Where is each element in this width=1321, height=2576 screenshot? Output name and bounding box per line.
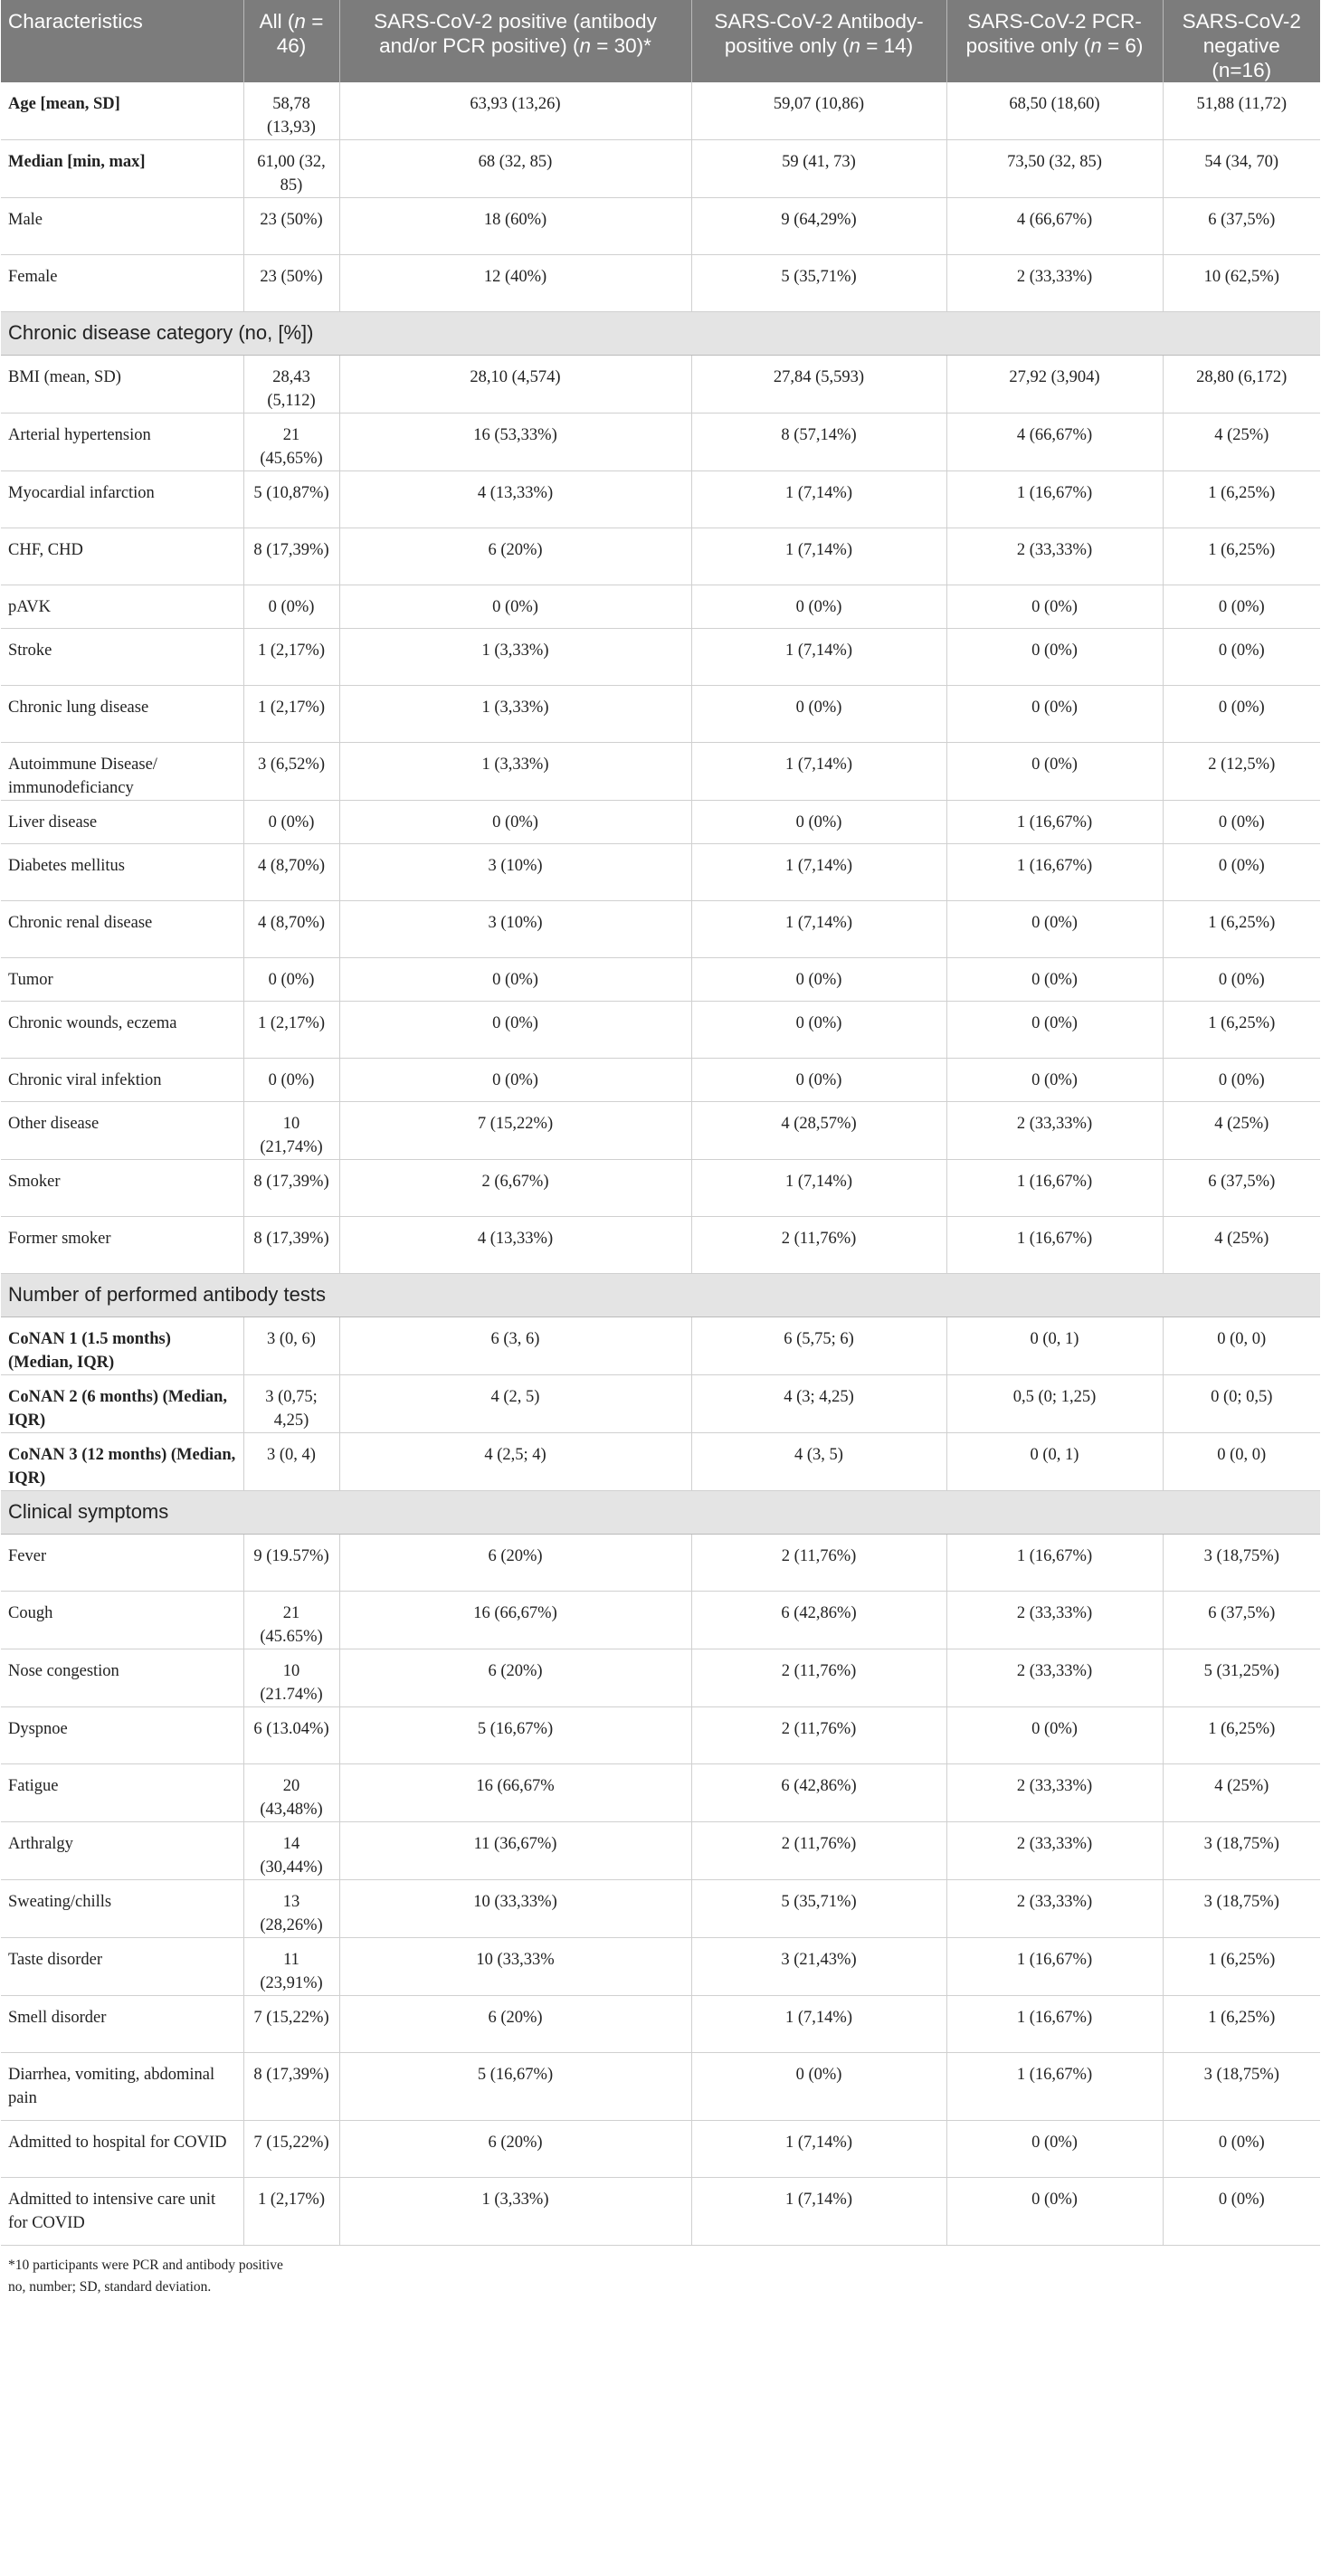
table-row <box>1 2053 1320 2121</box>
column-header-n: n <box>294 10 306 33</box>
table-cell: 0 (0%) <box>691 2053 946 2121</box>
table-cell: 28,80 (6,172) <box>1163 356 1320 413</box>
table-cell: 0 (0%) <box>691 1059 946 1102</box>
table-row <box>1 844 1320 901</box>
column-header-count: = 6) <box>1101 34 1144 57</box>
row-label: Autoimmune Disease/ immunodeficiancy <box>1 743 243 801</box>
table-cell: 1 (3,33%) <box>339 629 691 686</box>
row-label: Age [mean, SD] <box>1 82 243 140</box>
table-cell: 13 (28,26%) <box>243 1880 339 1938</box>
table-cell: 1 (16,67%) <box>946 844 1163 901</box>
table-cell: 0 (0%) <box>339 801 691 844</box>
footnote-1: *10 participants were PCR and antibody positive <box>8 2258 283 2273</box>
table-cell: 1 (3,33%) <box>339 686 691 743</box>
table-cell: 1 (6,25%) <box>1163 1996 1320 2053</box>
column-header-text: SARS-CoV-2 PCR-positive only <box>965 10 1142 57</box>
table-cell: 0 (0%) <box>243 801 339 844</box>
table-row <box>1 1375 1320 1433</box>
row-label: CoNAN 1 (1.5 months) (Median, IQR) <box>1 1317 243 1375</box>
table-cell: 0 (0%) <box>243 958 339 1002</box>
table-cell: 0 (0%) <box>1163 2178 1320 2246</box>
table-cell: 1 (7,14%) <box>691 629 946 686</box>
table-cell: 0 (0%) <box>1163 2121 1320 2178</box>
table-cell: 3 (0,75; 4,25) <box>243 1375 339 1433</box>
table-cell: 0 (0%) <box>946 2121 1163 2178</box>
table-cell: 4 (66,67%) <box>946 413 1163 471</box>
table-cell: 0 (0%) <box>946 743 1163 801</box>
column-header-1: All (n = 46) <box>243 0 339 82</box>
table-row <box>1 1592 1320 1649</box>
table-cell: 8 (17,39%) <box>243 1160 339 1217</box>
row-label: Arthralgy <box>1 1822 243 1880</box>
table-cell: 1 (3,33%) <box>339 2178 691 2246</box>
table-cell: 1 (7,14%) <box>691 844 946 901</box>
table-cell: 2 (11,76%) <box>691 1822 946 1880</box>
row-label: Median [min, max] <box>1 140 243 198</box>
table-cell: 5 (16,67%) <box>339 2053 691 2121</box>
table-cell: 0 (0%) <box>691 958 946 1002</box>
table-footer <box>1 2246 1320 2308</box>
table-row <box>1 198 1320 255</box>
table-cell: 1 (2,17%) <box>243 2178 339 2246</box>
table-row <box>1 1649 1320 1707</box>
table-cell: 63,93 (13,26) <box>339 82 691 140</box>
table-cell: 68 (32, 85) <box>339 140 691 198</box>
column-header-text: SARS-CoV-2 positive (antibody and/or PCR positive) <box>374 10 657 57</box>
table-cell: 12 (40%) <box>339 255 691 312</box>
table-cell: 51,88 (11,72) <box>1163 82 1320 140</box>
table-cell: 20 (43,48%) <box>243 1764 339 1822</box>
table-cell: 0 (0%) <box>946 1707 1163 1764</box>
row-label: Sweating/chills <box>1 1880 243 1938</box>
table-cell: 1 (16,67%) <box>946 1535 1163 1592</box>
table-cell: 16 (66,67% <box>339 1764 691 1822</box>
table-cell: 1 (7,14%) <box>691 2121 946 2178</box>
table-cell: 58,78 (13,93) <box>243 82 339 140</box>
table-row <box>1 1160 1320 1217</box>
table-cell: 2 (33,33%) <box>946 1102 1163 1160</box>
table-cell: 2 (11,76%) <box>691 1707 946 1764</box>
table-cell: 0 (0%) <box>946 686 1163 743</box>
table-cell: 7 (15,22%) <box>243 2121 339 2178</box>
table-cell: 4 (8,70%) <box>243 844 339 901</box>
table-header <box>1 0 1320 82</box>
table-cell: 2 (33,33%) <box>946 528 1163 585</box>
table-row <box>1 1317 1320 1375</box>
table-cell: 0 (0%) <box>946 958 1163 1002</box>
table-cell: 0 (0%) <box>946 901 1163 958</box>
table-cell: 1 (7,14%) <box>691 743 946 801</box>
table-cell: 4 (66,67%) <box>946 198 1163 255</box>
table-cell: 0 (0%) <box>243 1059 339 1102</box>
table-cell: 1 (2,17%) <box>243 629 339 686</box>
table-cell: 3 (0, 4) <box>243 1433 339 1491</box>
table-cell: 4 (8,70%) <box>243 901 339 958</box>
table-cell: 7 (15,22%) <box>339 1102 691 1160</box>
table-cell: 1 (16,67%) <box>946 1938 1163 1996</box>
table-row <box>1 1217 1320 1274</box>
table-cell: 6 (5,75; 6) <box>691 1317 946 1375</box>
table-cell: 9 (19.57%) <box>243 1535 339 1592</box>
section-title: Clinical symptoms <box>1 1491 1320 1535</box>
table-cell: 0 (0%) <box>1163 844 1320 901</box>
column-header-count: = 14) <box>860 34 914 57</box>
table-cell: 0 (0%) <box>1163 629 1320 686</box>
table-cell: 0 (0%) <box>339 585 691 629</box>
table-row <box>1 1938 1320 1996</box>
column-header-n: n <box>849 34 860 57</box>
table-row <box>1 1707 1320 1764</box>
table-cell: 0 (0%) <box>339 1059 691 1102</box>
table-cell: 1 (6,25%) <box>1163 471 1320 528</box>
section-row <box>1 312 1320 356</box>
table-cell: 1 (16,67%) <box>946 471 1163 528</box>
table-cell: 0 (0%) <box>946 629 1163 686</box>
table-cell: 2 (33,33%) <box>946 255 1163 312</box>
table-cell: 0 (0%) <box>691 585 946 629</box>
column-header-text: SARS-CoV-2 Antibody-positive only <box>714 10 924 57</box>
table-cell: 0 (0%) <box>691 1002 946 1059</box>
table-cell: 0 (0, 0) <box>1163 1433 1320 1491</box>
table-cell: 0 (0, 0) <box>1163 1317 1320 1375</box>
table-cell: 0 (0%) <box>1163 686 1320 743</box>
table-cell: 4 (25%) <box>1163 1764 1320 1822</box>
table-row <box>1 958 1320 1002</box>
table-cell: 27,92 (3,904) <box>946 356 1163 413</box>
column-header-3: SARS-CoV-2 Antibody-positive only (n = 14) <box>691 0 946 82</box>
table-cell: 6 (37,5%) <box>1163 1160 1320 1217</box>
table-cell: 3 (10%) <box>339 901 691 958</box>
table-row <box>1 1764 1320 1822</box>
row-label: Smoker <box>1 1160 243 1217</box>
table-cell: 18 (60%) <box>339 198 691 255</box>
section-row <box>1 1274 1320 1317</box>
table-row <box>1 528 1320 585</box>
table-cell: 73,50 (32, 85) <box>946 140 1163 198</box>
table-cell: 5 (10,87%) <box>243 471 339 528</box>
table-cell: 1 (7,14%) <box>691 901 946 958</box>
table-cell: 1 (16,67%) <box>946 1217 1163 1274</box>
table-cell: 10 (21,74%) <box>243 1102 339 1160</box>
table-cell: 4 (3, 5) <box>691 1433 946 1491</box>
table-cell: 2 (33,33%) <box>946 1592 1163 1649</box>
table-row <box>1 1002 1320 1059</box>
table-cell: 16 (53,33%) <box>339 413 691 471</box>
table-cell: 1 (2,17%) <box>243 686 339 743</box>
column-header-text: All <box>259 10 282 33</box>
table-cell: 28,10 (4,574) <box>339 356 691 413</box>
column-header-n: n <box>1090 34 1102 57</box>
table-cell: 54 (34, 70) <box>1163 140 1320 198</box>
table-cell: 0 (0%) <box>946 2178 1163 2246</box>
row-label: Female <box>1 255 243 312</box>
row-label: Male <box>1 198 243 255</box>
table-cell: 6 (20%) <box>339 528 691 585</box>
table-cell: 0 (0%) <box>1163 585 1320 629</box>
table-cell: 0 (0%) <box>946 1059 1163 1102</box>
table-cell: 6 (20%) <box>339 1535 691 1592</box>
table-cell: 59 (41, 73) <box>691 140 946 198</box>
row-label: BMI (mean, SD) <box>1 356 243 413</box>
table-cell: 1 (7,14%) <box>691 2178 946 2246</box>
table-row <box>1 585 1320 629</box>
table-cell: 1 (6,25%) <box>1163 901 1320 958</box>
row-label: Liver disease <box>1 801 243 844</box>
table-cell: 1 (16,67%) <box>946 1160 1163 1217</box>
table-cell: 1 (7,14%) <box>691 471 946 528</box>
table-cell: 1 (16,67%) <box>946 2053 1163 2121</box>
table-cell: 1 (16,67%) <box>946 801 1163 844</box>
table-cell: 4 (25%) <box>1163 1217 1320 1274</box>
table-cell: 0 (0; 0,5) <box>1163 1375 1320 1433</box>
table-cell: 5 (35,71%) <box>691 1880 946 1938</box>
table-cell: 0 (0, 1) <box>946 1433 1163 1491</box>
table-cell: 8 (17,39%) <box>243 528 339 585</box>
table-cell: 28,43 (5,112) <box>243 356 339 413</box>
table-cell: 0 (0%) <box>1163 1059 1320 1102</box>
row-label: Fatigue <box>1 1764 243 1822</box>
table-cell: 4 (3; 4,25) <box>691 1375 946 1433</box>
column-header-count: (n=16) <box>1212 59 1272 81</box>
table-cell: 11 (23,91%) <box>243 1938 339 1996</box>
table-cell: 4 (2,5; 4) <box>339 1433 691 1491</box>
row-label: Diabetes mellitus <box>1 844 243 901</box>
table-cell: 0 (0%) <box>691 801 946 844</box>
table-cell: 2 (12,5%) <box>1163 743 1320 801</box>
table-cell: 2 (33,33%) <box>946 1764 1163 1822</box>
table-cell: 3 (18,75%) <box>1163 2053 1320 2121</box>
row-label: Chronic renal disease <box>1 901 243 958</box>
table-cell: 5 (31,25%) <box>1163 1649 1320 1707</box>
table-cell: 4 (13,33%) <box>339 1217 691 1274</box>
table-cell: 3 (18,75%) <box>1163 1822 1320 1880</box>
row-label: Admitted to hospital for COVID <box>1 2121 243 2178</box>
table-cell: 5 (35,71%) <box>691 255 946 312</box>
table-cell: 0 (0%) <box>1163 801 1320 844</box>
table-cell: 0 (0%) <box>691 686 946 743</box>
table-row <box>1 1880 1320 1938</box>
table-cell: 23 (50%) <box>243 255 339 312</box>
column-header-text: Characteristics <box>8 10 143 33</box>
table-cell: 6 (3, 6) <box>339 1317 691 1375</box>
table-cell: 1 (6,25%) <box>1163 528 1320 585</box>
table-cell: 27,84 (5,593) <box>691 356 946 413</box>
table-cell: 14 (30,44%) <box>243 1822 339 1880</box>
table-cell: 1 (3,33%) <box>339 743 691 801</box>
table-row <box>1 1535 1320 1592</box>
row-label: Chronic viral infektion <box>1 1059 243 1102</box>
table-row <box>1 1433 1320 1491</box>
row-label: pAVK <box>1 585 243 629</box>
table-cell: 6 (20%) <box>339 1649 691 1707</box>
table-cell: 59,07 (10,86) <box>691 82 946 140</box>
table-cell: 0 (0%) <box>243 585 339 629</box>
row-label: Cough <box>1 1592 243 1649</box>
table-row <box>1 82 1320 140</box>
table-cell: 5 (16,67%) <box>339 1707 691 1764</box>
table-cell: 6 (42,86%) <box>691 1764 946 1822</box>
table-cell: 8 (17,39%) <box>243 2053 339 2121</box>
table-row <box>1 801 1320 844</box>
table-row <box>1 2121 1320 2178</box>
table-cell: 4 (13,33%) <box>339 471 691 528</box>
table-cell: 0,5 (0; 1,25) <box>946 1375 1163 1433</box>
row-label: Admitted to intensive care unit for COVID <box>1 2178 243 2246</box>
table-row <box>1 629 1320 686</box>
table-cell: 6 (20%) <box>339 2121 691 2178</box>
row-label: Other disease <box>1 1102 243 1160</box>
table-row <box>1 743 1320 801</box>
row-label: Diarrhea, vomiting, abdominal pain <box>1 2053 243 2121</box>
table-cell: 1 (6,25%) <box>1163 1002 1320 1059</box>
table-cell: 21 (45.65%) <box>243 1592 339 1649</box>
table-cell: 3 (21,43%) <box>691 1938 946 1996</box>
footnote-2: no, number; SD, standard deviation. <box>8 2279 212 2295</box>
table-row <box>1 1102 1320 1160</box>
row-label: Dyspnoe <box>1 1707 243 1764</box>
column-header-text: SARS-CoV-2 negative <box>1182 10 1301 57</box>
section-row <box>1 1491 1320 1535</box>
column-header-count: = 30)* <box>590 34 651 57</box>
table-cell: 16 (66,67%) <box>339 1592 691 1649</box>
row-label: CoNAN 2 (6 months) (Median, IQR) <box>1 1375 243 1433</box>
column-header-count: = 46) <box>276 10 324 57</box>
table-cell: 68,50 (18,60) <box>946 82 1163 140</box>
column-header-0 <box>1 0 243 82</box>
table-cell: 7 (15,22%) <box>243 1996 339 2053</box>
table-row <box>1 686 1320 743</box>
table-cell: 2 (11,76%) <box>691 1535 946 1592</box>
table-cell: 4 (28,57%) <box>691 1102 946 1160</box>
table-cell: 2 (33,33%) <box>946 1880 1163 1938</box>
table-cell: 23 (50%) <box>243 198 339 255</box>
table-cell: 61,00 (32, 85) <box>243 140 339 198</box>
column-header-2: SARS-CoV-2 positive (antibody and/or PCR positive) (n = 30)* <box>339 0 691 82</box>
table-cell: 11 (36,67%) <box>339 1822 691 1880</box>
footnote-row <box>1 2246 1320 2308</box>
table-cell: 3 (18,75%) <box>1163 1535 1320 1592</box>
table-cell: 1 (16,67%) <box>946 1996 1163 2053</box>
table-row <box>1 255 1320 312</box>
characteristics-table <box>1 0 1320 2307</box>
table-row <box>1 140 1320 198</box>
table-cell: 8 (57,14%) <box>691 413 946 471</box>
table-cell: 9 (64,29%) <box>691 198 946 255</box>
table-cell: 3 (10%) <box>339 844 691 901</box>
row-label: Myocardial infarction <box>1 471 243 528</box>
row-label: Chronic wounds, eczema <box>1 1002 243 1059</box>
table-cell: 10 (21.74%) <box>243 1649 339 1707</box>
table-row <box>1 1822 1320 1880</box>
row-label: Arterial hypertension <box>1 413 243 471</box>
table-cell: 0 (0%) <box>339 958 691 1002</box>
table-row <box>1 413 1320 471</box>
row-label: Smell disorder <box>1 1996 243 2053</box>
row-label: Nose congestion <box>1 1649 243 1707</box>
table-cell: 3 (6,52%) <box>243 743 339 801</box>
table-cell: 6 (42,86%) <box>691 1592 946 1649</box>
table-cell: 0 (0%) <box>946 585 1163 629</box>
row-label: Fever <box>1 1535 243 1592</box>
table-cell: 2 (6,67%) <box>339 1160 691 1217</box>
table-cell: 6 (37,5%) <box>1163 198 1320 255</box>
row-label: CHF, CHD <box>1 528 243 585</box>
table-cell: 3 (0, 6) <box>243 1317 339 1375</box>
table-cell: 0 (0%) <box>339 1002 691 1059</box>
table-cell: 4 (25%) <box>1163 413 1320 471</box>
table-cell: 1 (7,14%) <box>691 1160 946 1217</box>
row-label: CoNAN 3 (12 months) (Median, IQR) <box>1 1433 243 1491</box>
table-cell: 10 (33,33% <box>339 1938 691 1996</box>
table-row <box>1 901 1320 958</box>
table-cell: 6 (37,5%) <box>1163 1592 1320 1649</box>
section-title: Number of performed antibody tests <box>1 1274 1320 1317</box>
column-header-4: SARS-CoV-2 PCR-positive only (n = 6) <box>946 0 1163 82</box>
footnotes <box>1 2246 1320 2308</box>
table-row <box>1 471 1320 528</box>
column-header-5 <box>1163 0 1320 82</box>
table-cell: 1 (7,14%) <box>691 528 946 585</box>
table-cell: 2 (11,76%) <box>691 1217 946 1274</box>
row-label: Chronic lung disease <box>1 686 243 743</box>
row-label: Taste disorder <box>1 1938 243 1996</box>
table-cell: 0 (0%) <box>1163 958 1320 1002</box>
header-row <box>1 0 1320 82</box>
table-cell: 1 (6,25%) <box>1163 1938 1320 1996</box>
table-cell: 1 (6,25%) <box>1163 1707 1320 1764</box>
table-cell: 1 (7,14%) <box>691 1996 946 2053</box>
table-cell: 0 (0%) <box>946 1002 1163 1059</box>
table-cell: 2 (11,76%) <box>691 1649 946 1707</box>
table-cell: 3 (18,75%) <box>1163 1880 1320 1938</box>
table-cell: 2 (33,33%) <box>946 1822 1163 1880</box>
table-cell: 1 (2,17%) <box>243 1002 339 1059</box>
table-cell: 21 (45,65%) <box>243 413 339 471</box>
table-cell: 10 (62,5%) <box>1163 255 1320 312</box>
table-cell: 4 (25%) <box>1163 1102 1320 1160</box>
table-cell: 6 (20%) <box>339 1996 691 2053</box>
table-body <box>1 82 1320 2246</box>
table-cell: 0 (0, 1) <box>946 1317 1163 1375</box>
row-label: Tumor <box>1 958 243 1002</box>
section-title: Chronic disease category (no, [%]) <box>1 312 1320 356</box>
table-row <box>1 1059 1320 1102</box>
column-header-n: n <box>579 34 591 57</box>
table-row <box>1 356 1320 413</box>
table-cell: 10 (33,33%) <box>339 1880 691 1938</box>
table-row <box>1 2178 1320 2246</box>
table-cell: 2 (33,33%) <box>946 1649 1163 1707</box>
table-cell: 4 (2, 5) <box>339 1375 691 1433</box>
table-row <box>1 1996 1320 2053</box>
row-label: Former smoker <box>1 1217 243 1274</box>
row-label: Stroke <box>1 629 243 686</box>
table-cell: 6 (13.04%) <box>243 1707 339 1764</box>
table-cell: 8 (17,39%) <box>243 1217 339 1274</box>
